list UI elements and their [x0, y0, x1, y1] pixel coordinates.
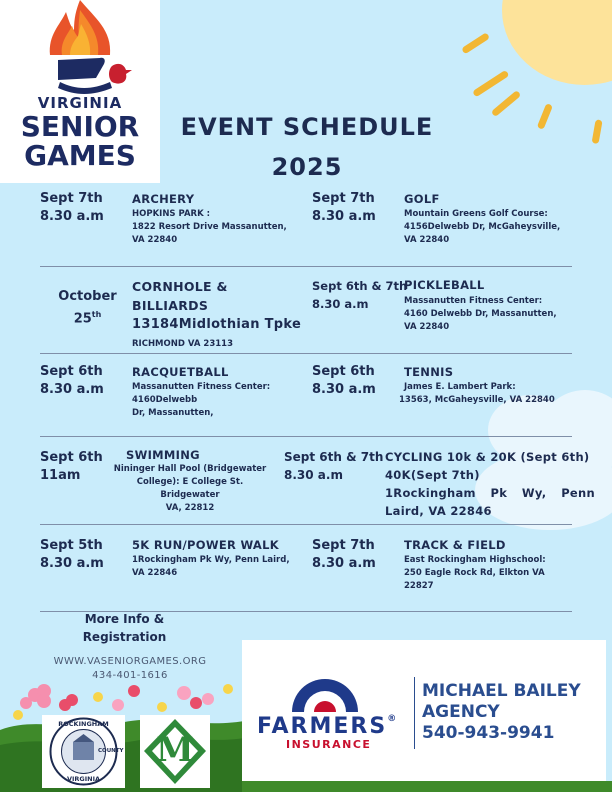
event-name: RACQUETBALL [132, 365, 229, 379]
event-location: HOPKINS PARK : 1822 Resort Drive Massanutten, VA 22840 [132, 209, 287, 245]
website-link[interactable]: WWW.VASENIORGAMES.ORG [53, 656, 207, 667]
virginia-senior-games-logo [0, 0, 160, 183]
event-location: Nininger Hall Pool (Bridgewater College): E College St. Bridgewater VA, 22812 [113, 464, 267, 513]
phone-number: 434-401-1616 [92, 670, 168, 681]
divider [40, 266, 572, 267]
event-date: Sept 6th & 7th 8.30 a.m [284, 450, 384, 482]
event-name: 5K RUN/POWER WALK [132, 538, 279, 552]
sun-ray [461, 32, 490, 54]
seal-text-right: COUNTY [98, 748, 124, 754]
page-title [177, 108, 437, 186]
event-name: ARCHERY [132, 192, 195, 206]
agency-phone[interactable]: 540-943-9941 [422, 723, 555, 743]
event-location: James E. Lambert Park: 13563, McGaheysville, VA 22840 [399, 382, 555, 405]
ground-strip [242, 781, 612, 792]
farmers-umbrella-icon [290, 678, 360, 714]
event-date: Sept 5th 8.30 a.m [40, 538, 104, 571]
sponsor-panel [242, 640, 606, 781]
farmers-brand-sub: INSURANCE [286, 738, 372, 751]
event-date: Sept 6th & 7th 8.30 a.m [312, 279, 408, 311]
event-location: East Rockingham Highschool: 250 Eagle Rock Rd, Elkton VA 22827 [404, 555, 546, 591]
event-location: Massanutten Fitness Center: 4160 Delwebb Dr, Massanutten, VA 22840 [404, 296, 557, 332]
event-name: SWIMMING [126, 448, 200, 462]
seal-text-bottom: VIRGINIA [66, 775, 101, 783]
event-date: Sept 6th 8.30 a.m [312, 364, 376, 397]
event-name: GOLF [404, 192, 440, 206]
event-name: CORNHOLE & BILLIARDS 13184Midlothian Tpke [132, 279, 302, 332]
event-name: TRACK & FIELD [404, 538, 506, 552]
event-location: Mountain Greens Golf Course: 4156Delwebb Dr, McGaheysville, VA 22840 [404, 209, 561, 245]
logo-line-games: GAMES [24, 139, 136, 172]
event-location: RICHMOND VA 23113 [132, 339, 233, 349]
sponsor-divider [414, 677, 415, 749]
massanutten-logo [140, 715, 210, 788]
farmers-brand: FARMERS® [257, 714, 399, 739]
registered-mark: ® [387, 714, 399, 724]
event-date: Sept 7th 8.30 a.m [312, 538, 376, 571]
sun-ray [472, 70, 509, 98]
agency-name: MICHAEL BAILEY AGENCY [422, 681, 581, 722]
seal-text-top: ROCKINGHAM [58, 720, 109, 728]
event-location: 1Rockingham Pk Wy, Penn Laird, VA 22846 [132, 555, 290, 578]
event-name: TENNIS [404, 365, 454, 379]
title-line-1: EVENT SCHEDULE [180, 113, 434, 141]
event-date: Sept 7th 8.30 a.m [40, 191, 104, 224]
sun-graphic [502, 0, 612, 85]
m-letter: M [156, 730, 194, 770]
event-date: Sept 6th 11am [40, 450, 103, 483]
logo-line-virginia: VIRGINIA [37, 94, 123, 112]
event-date: October 25th [58, 289, 117, 327]
event-name: PICKLEBALL [404, 278, 485, 292]
divider [40, 353, 572, 354]
logo-line-senior: SENIOR [20, 110, 140, 143]
title-line-2: 2025 [271, 153, 343, 181]
event-date: Sept 7th 8.30 a.m [312, 191, 376, 224]
divider [40, 436, 572, 437]
sun-ray [491, 90, 522, 117]
torch-flame-icon [0, 0, 160, 95]
event-location: Massanutten Fitness Center: 4160Delwebb Dr, Massanutten, [132, 382, 271, 418]
event-date: Sept 6th 8.30 a.m [40, 364, 104, 397]
sun-ray [592, 119, 603, 144]
event-name: CYCLING 10k & 20K (Sept 6th) 40K(Sept 7th) 1Rockingham Pk Wy, Penn Laird, VA 22846 [385, 450, 595, 518]
sun-ray [537, 103, 553, 130]
rockingham-county-seal [42, 715, 125, 788]
more-info-heading: More Info & Registration [82, 612, 167, 644]
divider [40, 524, 572, 525]
flower-garden-graphic [0, 675, 250, 792]
